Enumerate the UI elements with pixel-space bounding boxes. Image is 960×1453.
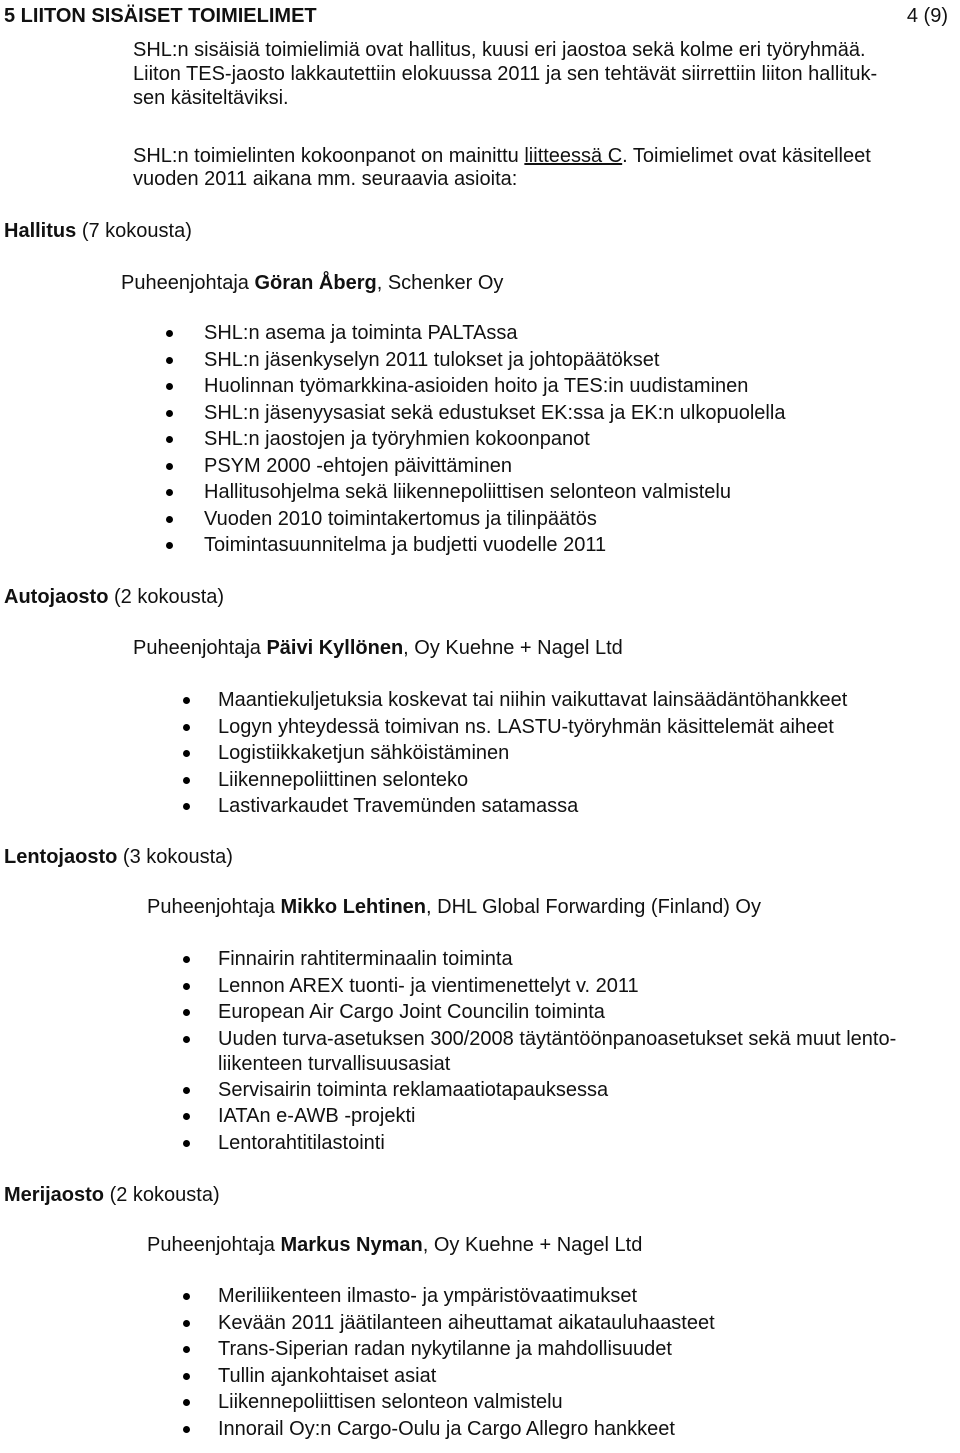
list-item-text: Toimintasuunnitelma ja budjetti vuodelle 2011 <box>204 534 607 556</box>
bullet-icon <box>183 983 190 990</box>
bullet-icon <box>183 956 190 963</box>
list-item <box>218 1079 896 1105</box>
list-item-text: SHL:n jaostojen ja työryhmien kokoonpanot <box>204 428 590 450</box>
list-item-text: Lastivarkaudet Travemünden satamassa <box>218 795 579 817</box>
list-item <box>204 322 785 349</box>
bullet-icon <box>183 1140 190 1147</box>
list-item-text: SHL:n asema ja toiminta PALTAssa <box>204 322 518 344</box>
chair-name: Markus Nyman <box>280 1234 423 1256</box>
chair-prefix: Puheenjohtaja <box>147 1234 281 1256</box>
agenda-list-autojaosto <box>218 689 847 822</box>
body-name: Merijaosto <box>4 1184 105 1206</box>
list-item-text: Lennon AREX tuonti- ja vientimenettelyt v. 2011 <box>218 975 639 997</box>
bullet-icon <box>166 489 173 496</box>
chair-prefix: Puheenjohtaja <box>147 896 281 918</box>
chair-org: , Oy Kuehne + Nagel Ltd <box>403 637 623 659</box>
list-item <box>218 975 896 1001</box>
bullet-icon <box>183 697 190 704</box>
body-heading-merijaosto <box>4 1184 220 1206</box>
list-item <box>218 716 847 742</box>
list-item <box>218 769 847 795</box>
list-item-text: Liikennepoliittisen selonteon valmistelu <box>218 1391 563 1413</box>
body-name: Autojaosto <box>4 586 109 608</box>
list-item-text: SHL:n jäsenkyselyn 2011 tulokset ja johtopäätökset <box>204 349 660 371</box>
list-item-continuation <box>218 1053 896 1079</box>
list-item <box>204 402 785 428</box>
list-item <box>218 1338 715 1365</box>
bullet-icon <box>183 1293 190 1300</box>
intro-paragraph-2-line-1 <box>133 145 871 167</box>
list-item <box>218 1312 715 1338</box>
list-item <box>218 948 896 975</box>
body-name: Hallitus <box>4 220 77 242</box>
list-item-text: liikenteen turvallisuusasiat <box>218 1053 451 1075</box>
bullet-icon <box>183 803 190 810</box>
appendix-c-link[interactable]: liitteessä C <box>524 145 623 167</box>
list-item <box>218 1028 896 1053</box>
list-item-text: Uuden turva-asetuksen 300/2008 täytäntöönpanoasetukset sekä muut lento- <box>218 1028 897 1050</box>
agenda-list-hallitus <box>204 322 785 561</box>
intro-paragraph-line-3: sen käsiteltäviksi. <box>133 87 289 109</box>
list-item-text: Vuoden 2010 toimintakertomus ja tilinpäätös <box>204 508 597 530</box>
list-item-text: Innorail Oy:n Cargo-Oulu ja Cargo Allegro hankkeet <box>218 1418 675 1440</box>
list-item <box>204 534 785 561</box>
list-item-text: Logistiikkaketjun sähköistäminen <box>218 742 510 764</box>
chair-hallitus <box>121 272 503 294</box>
bullet-icon <box>166 330 173 337</box>
chair-org: , Oy Kuehne + Nagel Ltd <box>422 1234 643 1256</box>
body-meetings: (3 kokousta) <box>122 846 233 868</box>
intro-p2-prefix: SHL:n toimielinten kokoonpanot on mainittu <box>133 145 525 167</box>
bullet-icon <box>183 1036 190 1043</box>
list-item-text: Kevään 2011 jäätilanteen aiheuttamat aikatauluhaasteet <box>218 1312 715 1334</box>
chair-name: Göran Åberg <box>254 272 377 294</box>
list-item <box>218 1365 715 1391</box>
chair-name: Päivi Kyllönen <box>266 637 404 659</box>
list-item-text: Servisairin toiminta reklamaatiotapauksessa <box>218 1079 609 1101</box>
chair-merijaosto <box>147 1234 642 1256</box>
list-item-text: Hallitusohjelma sekä liikennepoliittisen selonteon valmistelu <box>204 481 731 503</box>
bullet-icon <box>183 1373 190 1380</box>
body-heading-lentojaosto <box>4 846 233 868</box>
list-item-text: Tullin ajankohtaiset asiat <box>218 1365 437 1387</box>
intro-paragraph-2-line-2: vuoden 2011 aikana mm. seuraavia asioita: <box>133 168 518 190</box>
agenda-list-merijaosto <box>218 1285 715 1444</box>
list-item-text: Trans-Siperian radan nykytilanne ja mahdollisuudet <box>218 1338 672 1360</box>
list-item <box>218 1285 715 1312</box>
agenda-list-lentojaosto <box>218 948 896 1158</box>
bullet-icon <box>183 1346 190 1353</box>
list-item <box>218 1391 715 1418</box>
bullet-icon <box>183 1113 190 1120</box>
chair-autojaosto <box>133 637 623 659</box>
bullet-icon <box>183 1426 190 1433</box>
list-item <box>204 455 785 481</box>
bullet-icon <box>183 1087 190 1094</box>
body-heading-hallitus <box>4 220 192 242</box>
list-item-text: Finnairin rahtiterminaalin toiminta <box>218 948 513 970</box>
bullet-icon <box>183 1320 190 1327</box>
body-name: Lentojaosto <box>4 846 118 868</box>
list-item <box>218 795 847 822</box>
list-item-text: Lentorahtitilastointi <box>218 1132 385 1154</box>
list-item-text: Meriliikenteen ilmasto- ja ympäristövaatimukset <box>218 1285 638 1307</box>
list-item-text: SHL:n jäsenyysasiat sekä edustukset EK:ssa ja EK:n ulkopuolella <box>204 402 786 424</box>
intro-paragraph-line-2: Liiton TES-jaosto lakkautettiin elokuussa 2011 ja sen tehtävät siirrettiin liiton hallituk- <box>133 63 878 85</box>
bullet-icon <box>183 1009 190 1016</box>
bullet-icon <box>166 516 173 523</box>
intro-p2-suffix: . Toimielimet ovat käsitelleet <box>622 145 871 167</box>
body-meetings: (2 kokousta) <box>109 1184 220 1206</box>
page-number: 4 (9) <box>906 5 948 27</box>
bullet-icon <box>166 383 173 390</box>
bullet-icon <box>166 410 173 417</box>
chair-name: Mikko Lehtinen <box>280 896 427 918</box>
chair-org: , DHL Global Forwarding (Finland) Oy <box>426 896 761 918</box>
list-item-text: Liikennepoliittinen selonteko <box>218 769 469 791</box>
list-item <box>204 375 785 402</box>
list-item-text: Maantiekuljetuksia koskevat tai niihin vaikuttavat lainsäädäntöhankkeet <box>218 689 848 711</box>
list-item-text: Huolinnan työmarkkina-asioiden hoito ja TES:in uudistaminen <box>204 375 749 397</box>
list-item <box>204 349 785 375</box>
bullet-icon <box>183 777 190 784</box>
bullet-icon <box>166 436 173 443</box>
bullet-icon <box>183 750 190 757</box>
list-item <box>204 481 785 508</box>
bullet-icon <box>166 357 173 364</box>
list-item <box>218 742 847 769</box>
list-item-text: Logyn yhteydessä toimivan ns. LASTU-työryhmän käsittelemät aiheet <box>218 716 834 738</box>
body-meetings: (2 kokousta) <box>114 586 225 608</box>
chair-org: , Schenker Oy <box>376 272 504 294</box>
list-item <box>218 1105 896 1132</box>
body-meetings: (7 kokousta) <box>81 220 192 242</box>
list-item-text: PSYM 2000 -ehtojen päivittäminen <box>204 455 512 477</box>
bullet-icon <box>183 724 190 731</box>
list-item-text: IATAn e-AWB -projekti <box>218 1105 416 1127</box>
list-item <box>204 428 785 455</box>
bullet-icon <box>166 542 173 549</box>
bullet-icon <box>183 1399 190 1406</box>
body-heading-autojaosto <box>4 586 224 608</box>
list-item <box>218 1418 715 1444</box>
section-title-text: 5 LIITON SISÄISET TOIMIELIMET <box>4 5 317 27</box>
section-title <box>4 5 317 28</box>
intro-paragraph-line-1: SHL:n sisäisiä toimielimiä ovat hallitus, kuusi eri jaostoa sekä kolme eri työryhmää. <box>133 39 866 61</box>
list-item <box>218 1001 896 1028</box>
list-item <box>218 1132 896 1158</box>
list-item-text: European Air Cargo Joint Councilin toiminta <box>218 1001 605 1023</box>
chair-lentojaosto <box>147 896 761 918</box>
chair-prefix: Puheenjohtaja <box>121 272 255 294</box>
chair-prefix: Puheenjohtaja <box>133 637 267 659</box>
list-item <box>218 689 847 716</box>
bullet-icon <box>166 463 173 470</box>
list-item <box>204 508 785 534</box>
